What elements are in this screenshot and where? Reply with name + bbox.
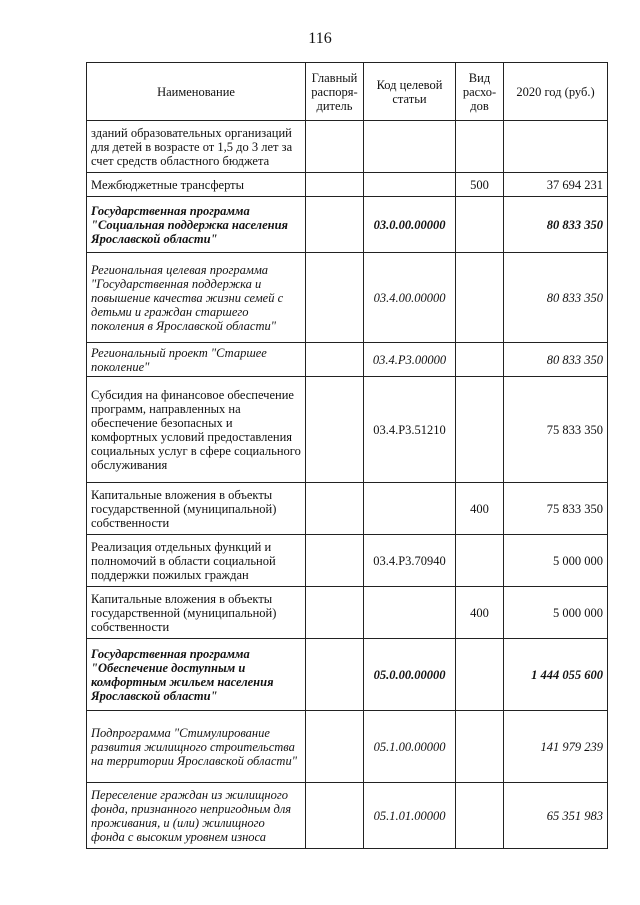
table-row <box>87 343 608 377</box>
cell-amount: 75 833 350 <box>504 377 608 483</box>
table-row <box>87 253 608 343</box>
cell-code: 05.1.01.00000 <box>364 783 456 849</box>
table-row <box>87 377 608 483</box>
cell-code <box>364 173 456 197</box>
cell-manager <box>306 377 364 483</box>
table-row <box>87 639 608 711</box>
page-number: 116 <box>308 30 332 47</box>
cell-code: 03.4.P3.70940 <box>364 535 456 587</box>
cell-name: зданий образовательных организаций для детей в возрасте от 1,5 до 3 лет за счет средств областного бюджета <box>87 121 306 173</box>
cell-code <box>364 483 456 535</box>
table-row <box>87 711 608 783</box>
cell-manager <box>306 121 364 173</box>
cell-name: Реализация отдельных функций и полномочий в области социальной поддержки пожилых граждан <box>87 535 306 587</box>
cell-type <box>456 535 504 587</box>
budget-table <box>86 62 608 849</box>
table-row <box>87 587 608 639</box>
cell-type <box>456 121 504 173</box>
cell-amount <box>504 121 608 173</box>
cell-code <box>364 587 456 639</box>
table-row <box>87 783 608 849</box>
cell-code: 05.1.00.00000 <box>364 711 456 783</box>
cell-type <box>456 197 504 253</box>
cell-code: 03.4.00.00000 <box>364 253 456 343</box>
cell-type <box>456 343 504 377</box>
cell-amount: 5 000 000 <box>504 535 608 587</box>
cell-code: 05.0.00.00000 <box>364 639 456 711</box>
cell-type: 400 <box>456 587 504 639</box>
cell-code: 03.0.00.00000 <box>364 197 456 253</box>
cell-name: Региональная целевая программа "Государственная поддержка и повышение качества жизни семей с детьми и граждан старшего поколения в Ярославской области" <box>87 253 306 343</box>
cell-amount: 80 833 350 <box>504 197 608 253</box>
cell-amount: 1 444 055 600 <box>504 639 608 711</box>
header-name: Наименование <box>87 63 306 121</box>
cell-amount: 5 000 000 <box>504 587 608 639</box>
cell-name: Капитальные вложения в объекты государственной (муниципальной) собственности <box>87 483 306 535</box>
table-body <box>87 121 608 849</box>
cell-manager <box>306 253 364 343</box>
header-code: Код целевой статьи <box>364 63 456 121</box>
cell-manager <box>306 197 364 253</box>
header-manager: Главный распоря-дитель <box>306 63 364 121</box>
cell-type <box>456 783 504 849</box>
cell-name: Государственная программа "Обеспечение доступным и комфортным жильем населения Ярославской области" <box>87 639 306 711</box>
cell-name: Государственная программа "Социальная поддержка населения Ярославской области" <box>87 197 306 253</box>
cell-type <box>456 711 504 783</box>
cell-name: Субсидия на финансовое обеспечение программ, направленных на обеспечение безопасных и комфортных условий предоставления социальных услуг в сфере социального обслуживания <box>87 377 306 483</box>
cell-type <box>456 639 504 711</box>
cell-code <box>364 121 456 173</box>
cell-manager <box>306 639 364 711</box>
table-row <box>87 535 608 587</box>
cell-manager <box>306 783 364 849</box>
cell-amount: 80 833 350 <box>504 253 608 343</box>
table-row <box>87 173 608 197</box>
header-amount: 2020 год (руб.) <box>504 63 608 121</box>
cell-type <box>456 253 504 343</box>
cell-code: 03.4.P3.00000 <box>364 343 456 377</box>
cell-manager <box>306 587 364 639</box>
table-row <box>87 197 608 253</box>
cell-amount: 37 694 231 <box>504 173 608 197</box>
cell-manager <box>306 343 364 377</box>
cell-name: Подпрограмма "Стимулирование развития жилищного строительства на территории Ярославской области" <box>87 711 306 783</box>
cell-amount: 75 833 350 <box>504 483 608 535</box>
cell-type <box>456 377 504 483</box>
cell-code: 03.4.P3.51210 <box>364 377 456 483</box>
cell-type: 500 <box>456 173 504 197</box>
table-row <box>87 483 608 535</box>
cell-amount: 80 833 350 <box>504 343 608 377</box>
header-type: Вид расхо-дов <box>456 63 504 121</box>
cell-amount: 141 979 239 <box>504 711 608 783</box>
cell-name: Межбюджетные трансферты <box>87 173 306 197</box>
cell-manager <box>306 535 364 587</box>
table-row <box>87 121 608 173</box>
cell-name: Капитальные вложения в объекты государственной (муниципальной) собственности <box>87 587 306 639</box>
cell-manager <box>306 483 364 535</box>
cell-amount: 65 351 983 <box>504 783 608 849</box>
cell-manager <box>306 711 364 783</box>
cell-name: Переселение граждан из жилищного фонда, признанного непригодным для проживания, и (или) жилищного фонда с высоким уровнем износа <box>87 783 306 849</box>
cell-type: 400 <box>456 483 504 535</box>
cell-manager <box>306 173 364 197</box>
cell-name: Региональный проект "Старшее поколение" <box>87 343 306 377</box>
